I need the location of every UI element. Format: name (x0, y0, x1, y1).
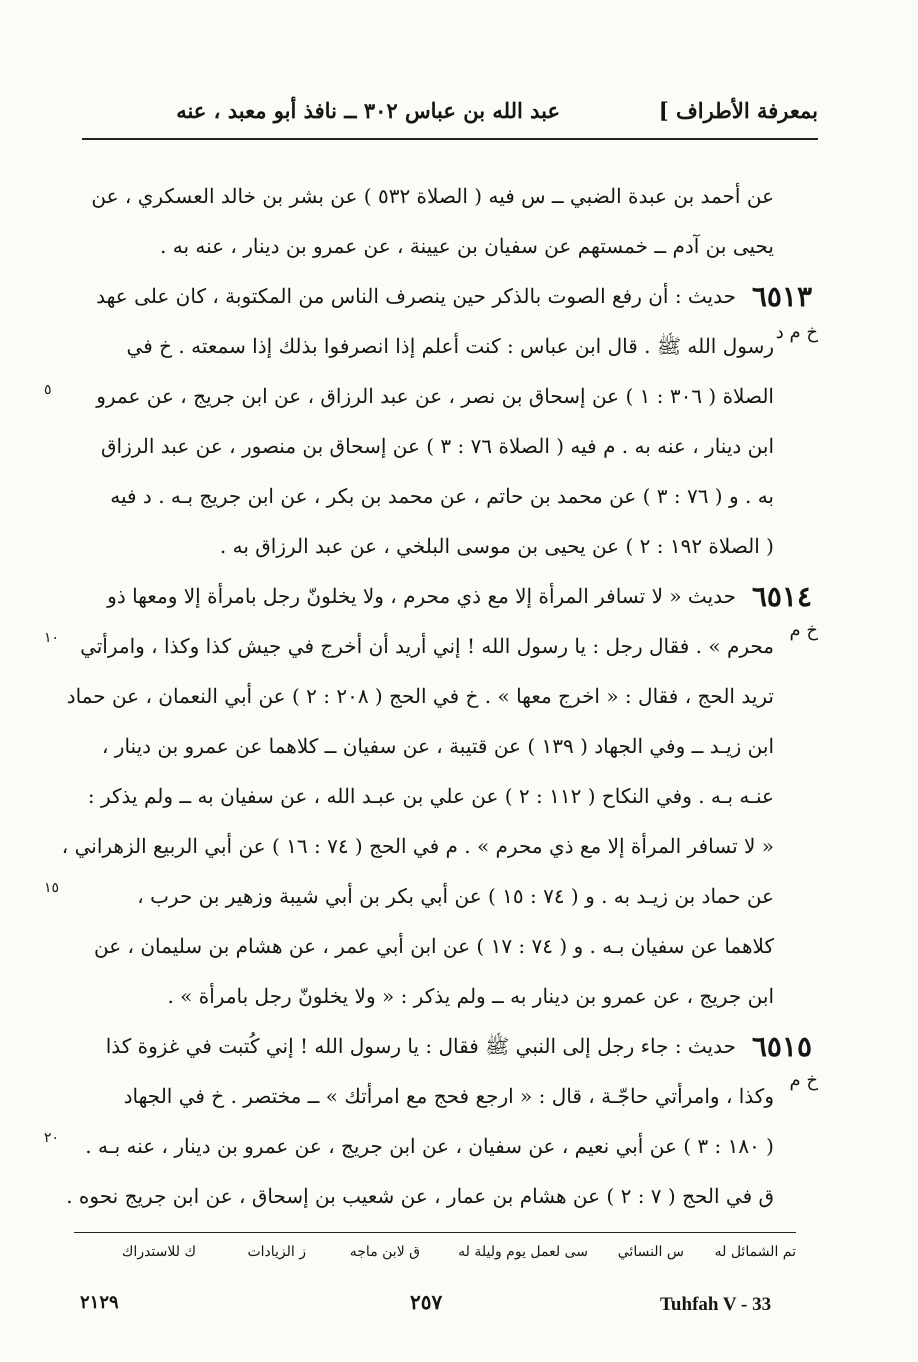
text-line: ( الصلاة ١٩٢ : ٢ ) عن يحيى بن موسى البلخي ، عن عبد الرزاق به . (219, 534, 774, 558)
text-line: ابن دينار ، عنه به . م فيه ( الصلاة ٧٦ : ٣ ) عن إسحاق بن منصور ، عن عبد الرزاق (101, 434, 774, 458)
legend-item: تم الشمائل له (714, 1244, 796, 1260)
volume-signature: Tuhfah V - 33 (660, 1294, 772, 1315)
text-line: تريد الحج ، فقال : « اخرج معها » . خ في الحج ( ٢٠٨ : ٢ ) عن أبي النعمان ، عن حماد (66, 684, 774, 708)
text-line: عن أحمد بن عبدة الضبي ــ س فيه ( الصلاة ٥٣٢ ) عن بشر بن خالد العسكري ، عن (91, 184, 774, 208)
legend-item: ك للاستدراك (121, 1244, 196, 1260)
text-line: رسول الله ﷺ . قال ابن عباس : كنت أعلم إذا انصرفوا بذلك إذا سمعته . خ في (126, 334, 774, 358)
text-line: وكذا ، وامرأتي حاجّـة ، قال : « ارجع فحج مع امرأتك » ــ مختصر . خ في الجهاد (123, 1084, 774, 1108)
text-line: به . و ( ٧٦ : ٣ ) عن محمد بن حاتم ، عن محمد بن بكر ، عن ابن جريج بـه . د فيه (110, 484, 774, 508)
hadith-number: ٦٥١٥ (751, 1030, 812, 1063)
abbreviation-legend (74, 1238, 796, 1268)
serial-number: ٢١٢٩ (80, 1292, 119, 1313)
source-sigla: خ م (789, 1070, 818, 1091)
header-chapter-title: عبد الله بن عباس ٣٠٢ ــ نافذ أبو معبد ، عنه (176, 98, 560, 123)
text-line: حديث : جاء رجل إلى النبي ﷺ فقال : يا رسول الله ! إني كُتبت في غزوة كذا (105, 1034, 736, 1058)
text-line: محرم » . فقال رجل : يا رسول الله ! إني أريد أن أخرج في جيش كذا وكذا ، وامرأتي (80, 634, 774, 658)
text-line: ابن زيـد ــ وفي الجهاد ( ١٣٩ ) عن قتيبة ، عن سفيان ــ كلاهما عن عمرو بن دينار ، (101, 734, 774, 758)
text-line: ق في الحج ( ٧ : ٢ ) عن هشام بن عمار ، عن شعيب بن إسحاق ، عن ابن جريج نحوه . (66, 1184, 774, 1208)
legend-item: سى لعمل يوم وليلة له (458, 1244, 588, 1260)
text-line: يحيى بن آدم ــ خمستهم عن سفيان بن عيينة ، عن عمرو بن دينار ، عنه به . (160, 234, 774, 258)
line-number: ١٥ (44, 880, 60, 896)
line-number: ٢٠ (44, 1130, 60, 1146)
footnote-rule (74, 1232, 796, 1233)
text-line: ( ١٨٠ : ٣ ) عن أبي نعيم ، عن سفيان ، عن ابن جريج ، عن عمرو بن دينار ، عنه بـه . (85, 1134, 774, 1158)
text-line: « لا تسافر المرأة إلا مع ذي محرم » . م في الحج ( ٧٤ : ١٦ ) عن أبي الربيع الزهراني ، (61, 834, 774, 858)
page-footer (0, 1288, 918, 1324)
hadith-number: ٦٥١٣ (751, 280, 812, 313)
text-line: ابن جريج ، عن عمرو بن دينار به ــ ولم يذكر : « ولا يخلونّ رجل بامرأة » . (167, 984, 774, 1008)
text-line: عن حماد بن زيـد به . و ( ٧٤ : ١٥ ) عن أبي بكر بن أبي شيبة وزهير بن حرب ، (137, 884, 774, 908)
legend-item: ق لابن ماجه (349, 1244, 420, 1260)
line-number: ٥ (44, 382, 52, 398)
line-number: ١٠ (44, 630, 60, 646)
legend-item: ز الزيادات (247, 1244, 306, 1260)
page-number: ٢٥٧ (410, 1290, 443, 1314)
source-sigla: خ م (789, 620, 818, 641)
text-line: حديث : أن رفع الصوت بالذكر حين ينصرف الناس من المكتوبة ، كان على عهد (96, 284, 736, 308)
text-line: حديث « لا تسافر المرأة إلا مع ذي محرم ، ولا يخلونّ رجل بامرأة إلا ومعها ذو (107, 584, 736, 608)
text-line: كلاهما عن سفيان بـه . و ( ٧٤ : ١٧ ) عن ابن أبي عمر ، عن هشام بن سليمان ، عن (94, 934, 774, 958)
text-line: الصلاة ( ٣٠٦ : ١ ) عن إسحاق بن نصر ، عن عبد الرزاق ، عن ابن جريج ، عن عمرو (96, 384, 774, 408)
header-rule (82, 138, 818, 140)
hadith-number: ٦٥١٤ (751, 580, 812, 613)
text-line: عنـه بـه . وفي النكاح ( ١١٢ : ٢ ) عن علي بن عبـد الله ، عن سفيان به ــ ولم يذكر : (87, 784, 774, 808)
legend-item: س النسائي (617, 1244, 684, 1260)
source-sigla: خ م د (775, 322, 818, 343)
running-header (82, 92, 818, 136)
header-section-title: بمعرفة الأطراف ] (658, 98, 818, 123)
